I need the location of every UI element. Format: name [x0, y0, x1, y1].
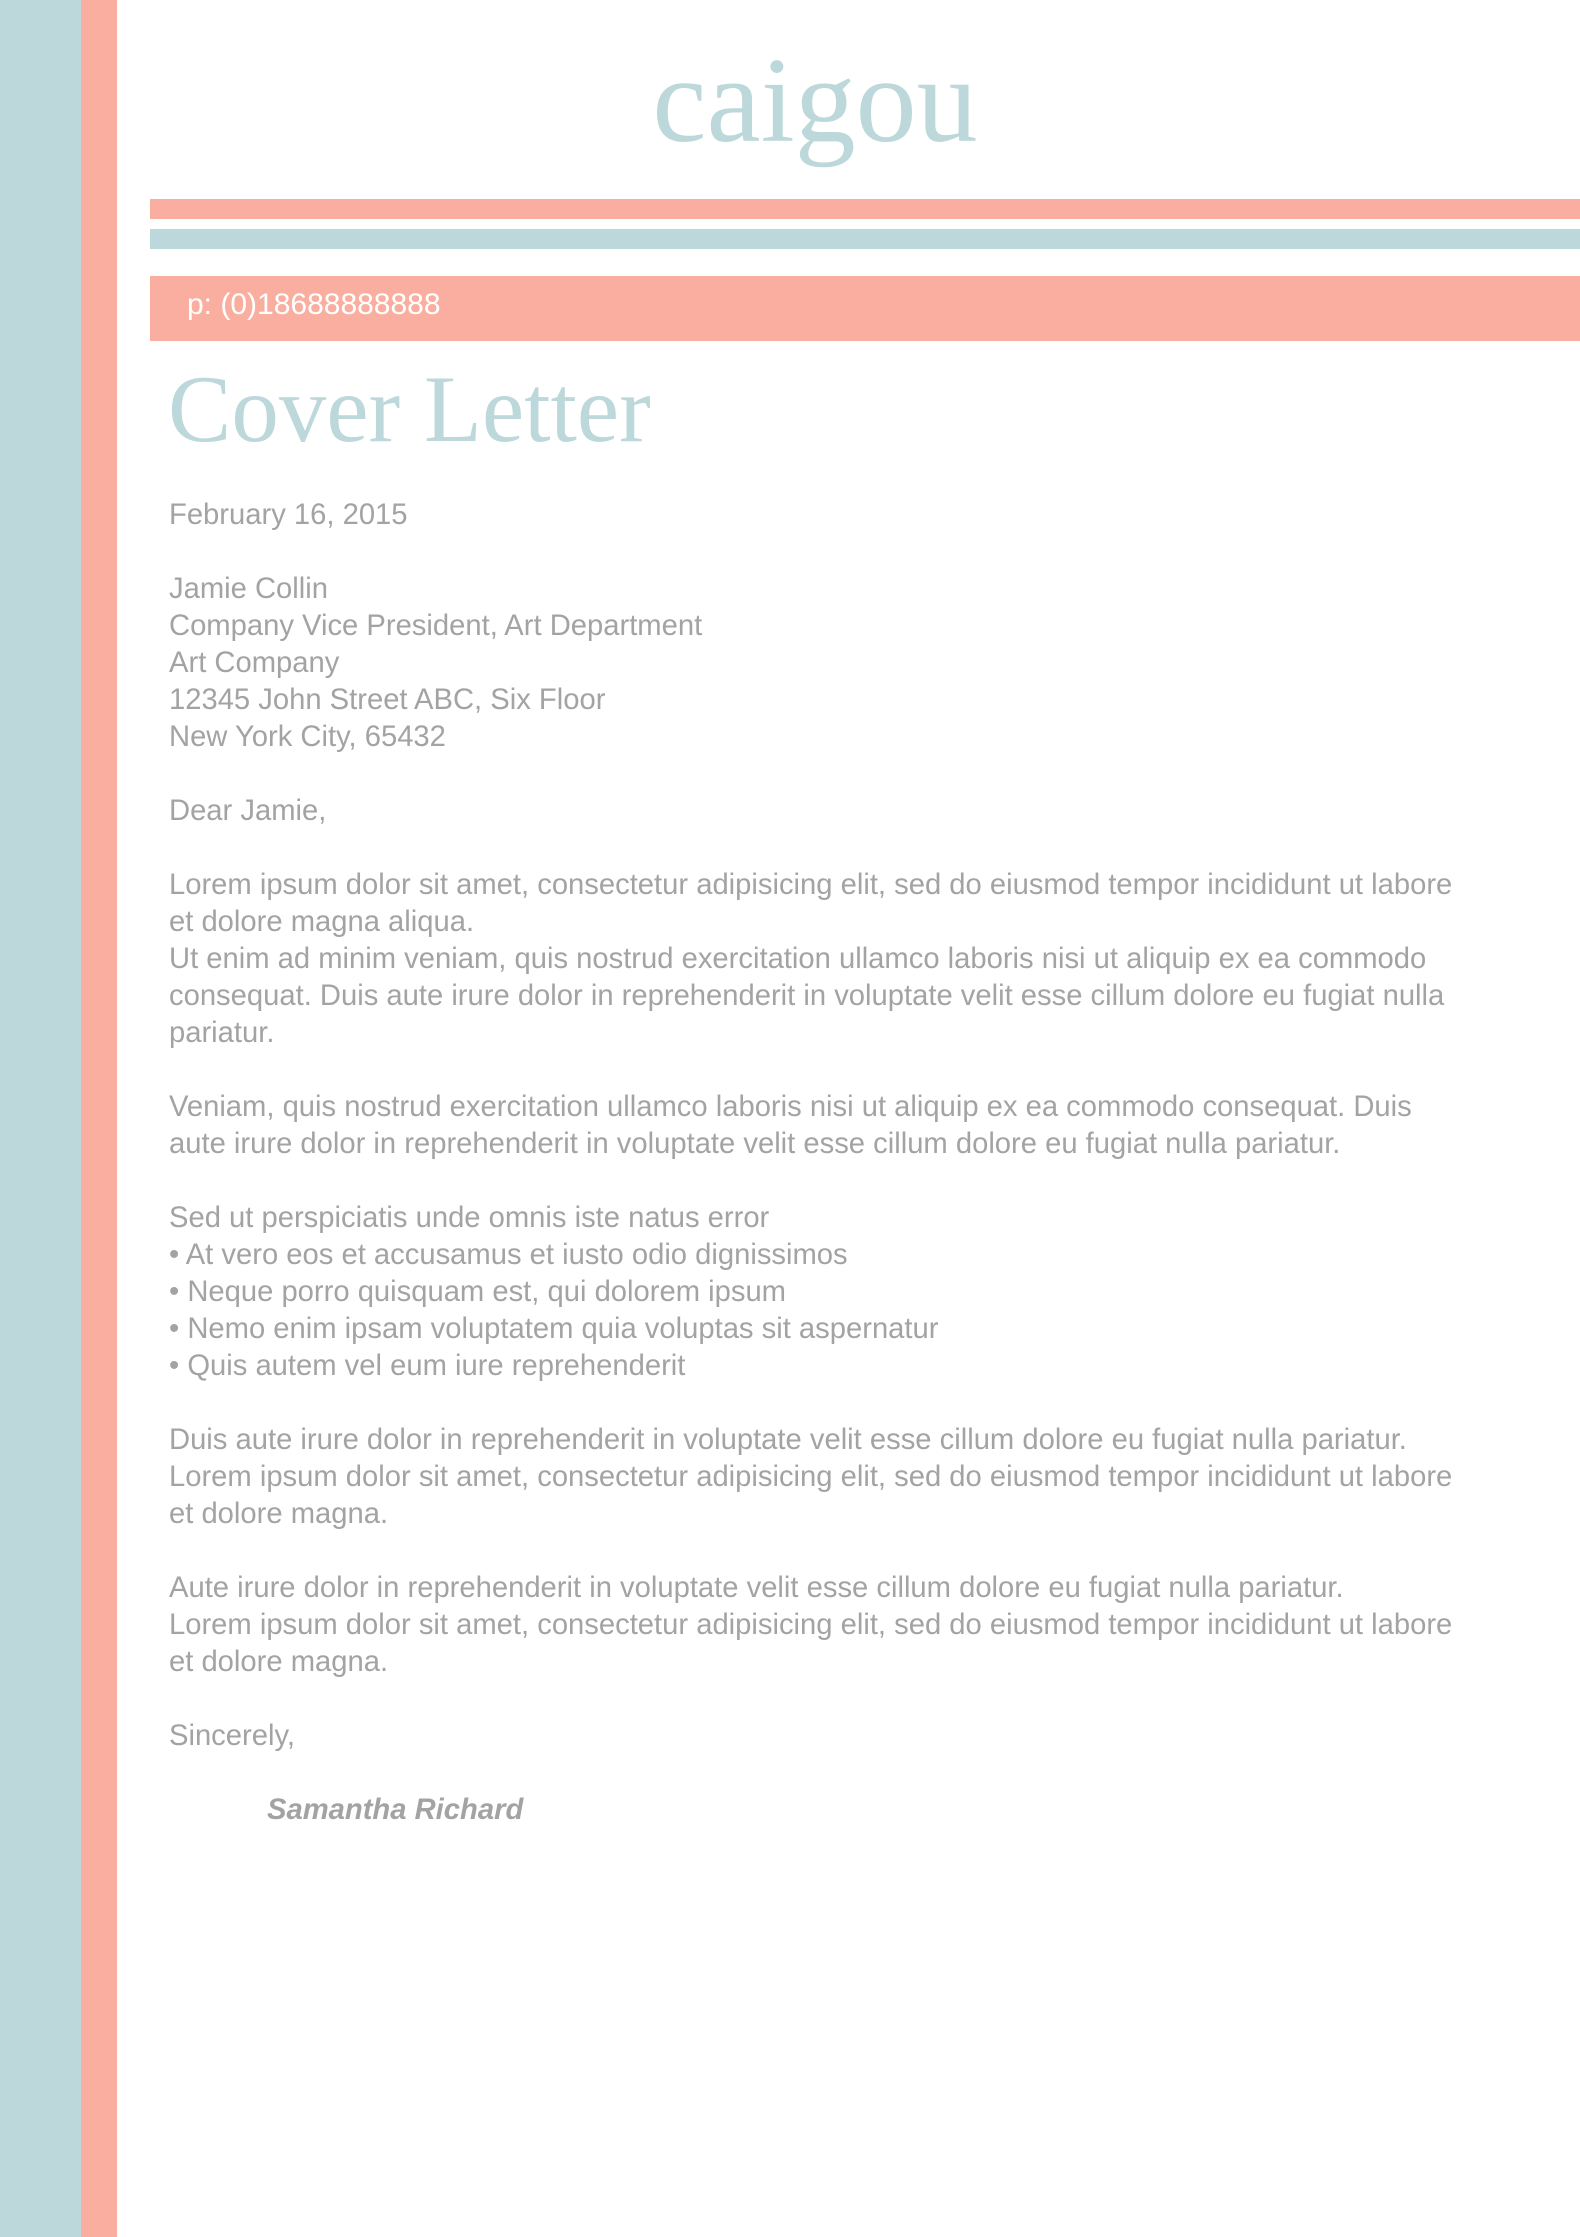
paragraph-line: Aute irure dolor in reprehenderit in voluptate velit esse cillum dolore eu fugiat nulla pariatur.: [169, 1572, 1344, 1604]
page-title: Cover Letter: [168, 356, 651, 462]
header-rule-blue: [150, 229, 1580, 249]
paragraph-4: [169, 1570, 1580, 1681]
signature: Samantha Richard: [267, 1794, 524, 1826]
paragraph-line: Duis aute irure dolor in reprehenderit in voluptate velit esse cillum dolore eu fugiat nulla pariatur.: [169, 1424, 1407, 1456]
paragraph-line: Veniam, quis nostrud exercitation ullamco laboris nisi ut aliquip ex ea commodo consequat. Duis: [169, 1091, 1412, 1123]
recipient-title: Company Vice President, Art Department: [169, 610, 703, 642]
list-item: [169, 1274, 1580, 1311]
left-stripe-blue: [0, 0, 81, 2237]
spacer: [169, 830, 1580, 867]
paragraph-line: Lorem ipsum dolor sit amet, consectetur adipisicing elit, sed do eiusmod tempor incididunt ut labore: [169, 1609, 1453, 1641]
left-stripe-salmon: [81, 0, 117, 2237]
recipient-block: [169, 571, 1580, 756]
list-item-text: Neque porro quisquam est, qui dolorem ipsum: [187, 1276, 786, 1308]
paragraph-line: et dolore magna aliqua.: [169, 906, 475, 938]
paragraph-line: Ut enim ad minim veniam, quis nostrud exercitation ullamco laboris nisi ut aliquip ex ea commodo: [169, 943, 1427, 975]
paragraph-line: Lorem ipsum dolor sit amet, consectetur adipisicing elit, sed do eiusmod tempor incididunt ut labore: [169, 869, 1453, 901]
spacer: [169, 1163, 1580, 1200]
bullet-icon: •: [169, 1350, 180, 1382]
bullet-icon: •: [169, 1276, 180, 1308]
bullet-list: [169, 1237, 1580, 1385]
paragraph-line: pariatur.: [169, 1017, 275, 1049]
paragraph-line: Lorem ipsum dolor sit amet, consectetur adipisicing elit, sed do eiusmod tempor incididunt ut labore: [169, 1461, 1453, 1493]
paragraph-2: [169, 1089, 1580, 1163]
recipient-company: Art Company: [169, 647, 340, 679]
paragraph-3: [169, 1422, 1580, 1533]
paragraph-line: aute irure dolor in reprehenderit in voluptate velit esse cillum dolore eu fugiat nulla pariatur.: [169, 1128, 1341, 1160]
list-item-text: At vero eos et accusamus et iusto odio dignissimos: [185, 1239, 848, 1271]
closing: Sincerely,: [169, 1720, 295, 1752]
letter-date: February 16, 2015: [169, 499, 408, 531]
bullet-icon: •: [169, 1239, 180, 1271]
recipient-name: Jamie Collin: [169, 573, 328, 605]
bullet-icon: •: [169, 1313, 180, 1345]
letter-body: [169, 497, 1580, 1829]
phone-number: p: (0)18688888888: [187, 288, 441, 321]
paragraph-1: [169, 867, 1580, 1052]
spacer: [169, 1052, 1580, 1089]
spacer: [169, 1533, 1580, 1570]
spacer: [169, 534, 1580, 571]
spacer: [169, 1385, 1580, 1422]
list-item-text: Quis autem vel eum iure reprehenderit: [187, 1350, 686, 1382]
brand-name: caigou: [652, 33, 978, 168]
paragraph-line: et dolore magna.: [169, 1646, 389, 1678]
list-intro: Sed ut perspiciatis unde omnis iste natus error: [169, 1202, 770, 1234]
list-item-text: Nemo enim ipsam voluptatem quia voluptas sit aspernatur: [187, 1313, 939, 1345]
recipient-street: 12345 John Street ABC, Six Floor: [169, 684, 606, 716]
list-item: [169, 1311, 1580, 1348]
phone-bar: [150, 276, 1580, 341]
salutation: Dear Jamie,: [169, 795, 327, 827]
spacer: [169, 756, 1580, 793]
recipient-city: New York City, 65432: [169, 721, 446, 753]
list-item: [169, 1348, 1580, 1385]
header-rule-salmon: [150, 199, 1580, 219]
spacer: [169, 1755, 1580, 1792]
paragraph-line: et dolore magna.: [169, 1498, 389, 1530]
paragraph-line: consequat. Duis aute irure dolor in reprehenderit in voluptate velit esse cillum dolore eu fugiat nulla: [169, 980, 1445, 1012]
spacer: [169, 1681, 1580, 1718]
list-item: [169, 1237, 1580, 1274]
